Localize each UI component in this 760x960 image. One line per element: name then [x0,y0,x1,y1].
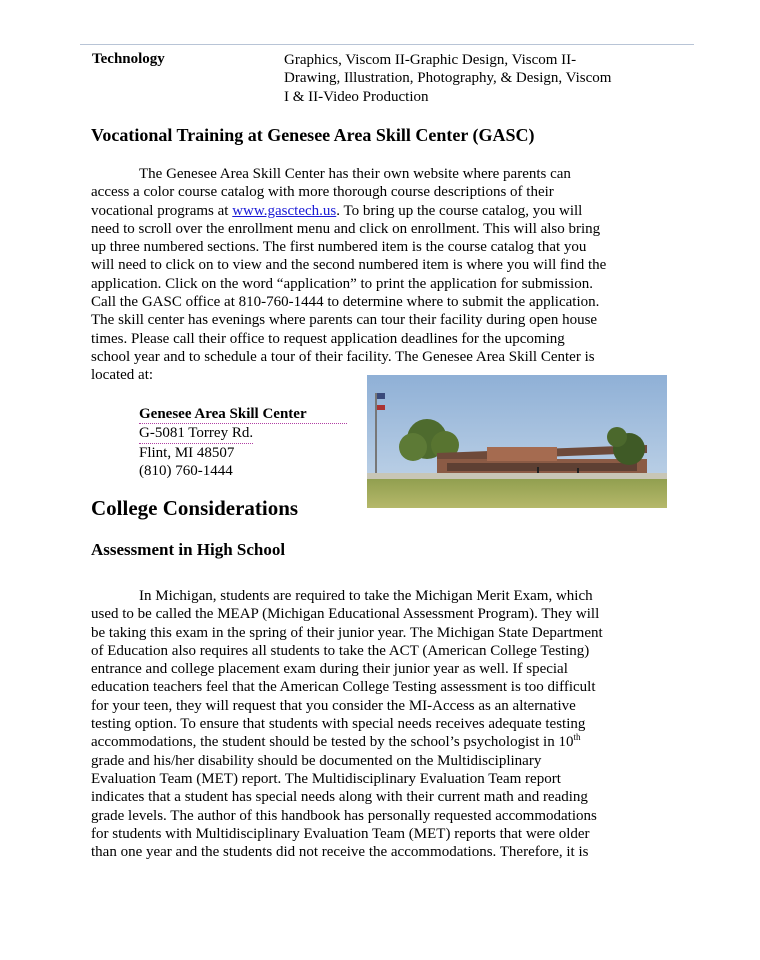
assessment-subheading: Assessment in High School [91,540,286,559]
ordinal-superscript: th [573,732,581,743]
address-phone: (810) 760-1444 [139,462,233,479]
skill-center-photo [367,375,667,508]
gasc-heading: Vocational Training at Genesee Area Skill Center (GASC) [91,125,535,145]
paragraph-line: up three numbered sections. The first numbered item is the course catalog that you [91,239,587,256]
paragraph-line: grade and his/her disability should be documented on the Multidisciplinary [91,752,542,769]
paragraph-line: for your teen, they will request that you consider the MI-Access as an alternative [91,697,576,714]
paragraph-line: will need to click on to view and the second numbered item is where you will find the [91,257,607,274]
paragraph-line: The Genesee Area Skill Center has their own website where parents can [139,166,571,182]
paragraph-line: indicates that a student has special needs along with their current math and reading [91,789,588,806]
paragraph-line: The skill center has evenings where parents can tour their facility during open house [91,312,598,329]
paragraph-line: for students with Multidisciplinary Evaluation Team (MET) reports that were older [91,825,590,842]
paragraph-line: used to be called the MEAP (Michigan Educational Assessment Program). They will [91,606,600,623]
assessment-paragraph [91,587,651,861]
technology-description [284,51,644,106]
college-heading: College Considerations [91,496,299,520]
paragraph-line: need to scroll over the enrollment menu and click on enrollment. This will also bring [91,220,601,237]
paragraph-line: application. Click on the word “application” to print the application for submission. [91,275,593,292]
technology-desc-line: I & II-Video Production [284,88,429,105]
technology-label: Technology [92,51,165,67]
gasctech-link[interactable]: www.gasctech.us [232,202,337,219]
paragraph-line: testing option. To ensure that students with special needs receives adequate testing [91,716,586,733]
paragraph-line: Evaluation Team (MET) report. The Multidisciplinary Evaluation Team report [91,770,561,787]
address-street: G-5081 Torrey Rd. [139,424,253,443]
paragraph-line: than one year and the students did not receive the accommodations. Therefore, it is [91,844,589,861]
building-photo-image [367,375,667,508]
paragraph-line: Call the GASC office at 810-760-1444 to determine where to submit the application. [91,294,600,311]
paragraph-line: education teachers feel that the American College Testing assessment is too difficult [91,679,596,696]
paragraph-line: grade levels. The author of this handbook has personally requested accommodations [91,807,597,824]
gasc-address [139,405,347,480]
paragraph-line: school year and to schedule a tour of their facility. The Genesee Area Skill Center is [91,348,595,365]
paragraph-line [91,733,651,751]
paragraph-line [91,202,651,220]
paragraph-line: In Michigan, students are required to take the Michigan Merit Exam, which [139,588,593,604]
table-top-border [80,44,694,45]
paragraph-line: access a color course catalog with more thorough course descriptions of their [91,184,554,201]
paragraph-line: entrance and college placement exam during their junior year as well. If special [91,661,568,678]
paragraph-line: times. Please call their office to request application deadlines for the upcoming [91,330,565,347]
technology-desc-line: Drawing, Illustration, Photography, & Design, Viscom [284,70,612,87]
paragraph-line: be taking this exam in the spring of their junior year. The Michigan State Department [91,624,603,641]
gasc-paragraph [91,165,651,385]
paragraph-line: of Education also requires all students to take the ACT (American College Testing) [91,642,590,659]
address-city: Flint, MI 48507 [139,444,235,461]
address-name: Genesee Area Skill Center [139,405,347,424]
technology-desc-line: Graphics, Viscom II-Graphic Design, Viscom II- [284,52,577,68]
paragraph-line: located at: [91,367,154,384]
paragraph-text: vocational programs at [91,202,233,219]
paragraph-text: . To bring up the course catalog, you will [336,202,583,219]
paragraph-text: accommodations, the student should be tested by the school’s psychologist in 10 [91,734,574,751]
